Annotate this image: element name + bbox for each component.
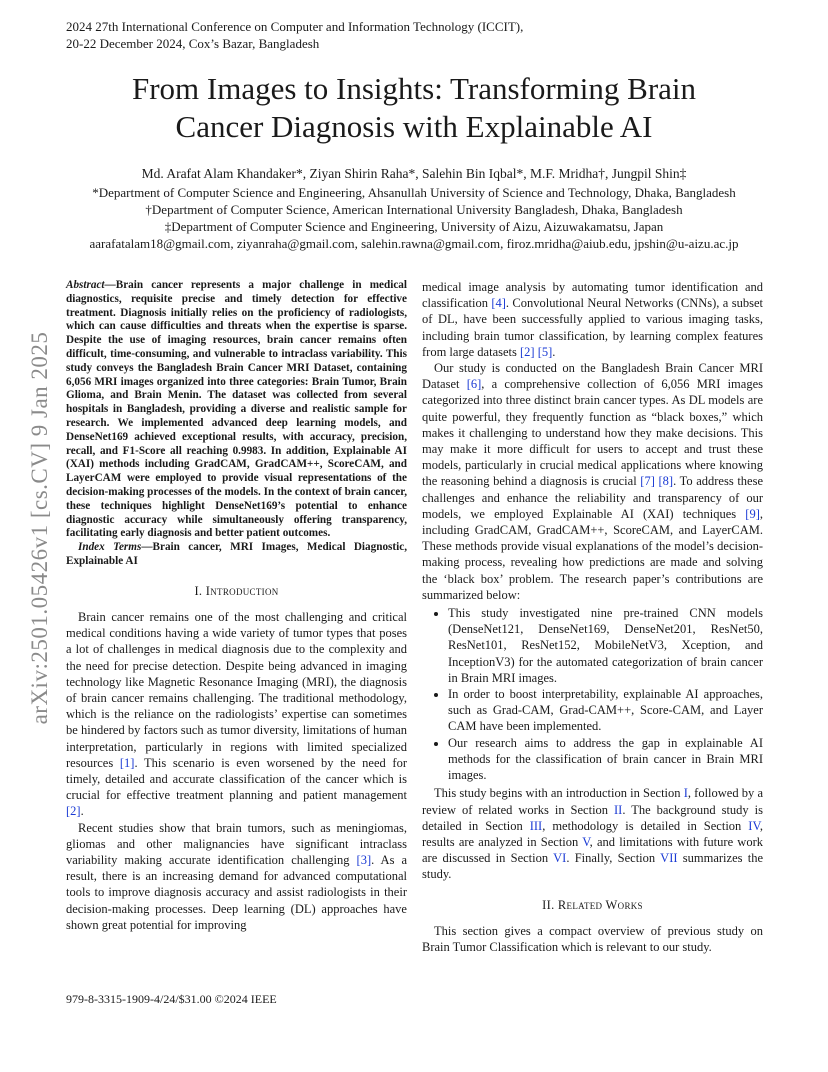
- citation-link[interactable]: [1]: [119, 755, 135, 770]
- affiliation-3: ‡Department of Computer Science and Engineering, University of Aizu, Aizuwakamatsu, Japan: [164, 219, 664, 234]
- section-number: I.: [194, 583, 206, 598]
- section-link[interactable]: VII: [660, 851, 678, 866]
- abstract-text: —Brain cancer represents a major challenge in medical diagnostics, requisite precise and timely detection for effective treatment. Diagnosis initially relies on the proficiency of radiologists, which can cause difficulties and threats when the expertise is sparse. Despite the use of imaging resources, brain cancer remains often difficult, time-consuming, and vulnerable to intraclass variability. This study conveys the Bangladesh Brain Cancer MRI Dataset, containing 6,056 MRI images organized into three categories: Brain Tumor, Brain Glioma, and Brain Menin. The dataset was collected from several hospitals in Bangladesh, providing a diverse and realistic sample for research. We implemented advanced deep learning models, and DenseNet169 achieved exceptional results, with accuracy, precision, recall, and F1-Score all reaching 0.9983. In addition, Explainable AI (XAI) methods including GradCAM, GradCAM++, ScoreCAM, and LayerCAM were employed to provide visual representations of the decision-making processes of the models. In the context of brain cancer, these techniques highlight DenseNet169’s potential to enhance diagnostic accuracy while simultaneously offering transparency, facilitating early diagnosis and better patient outcomes.: [66, 279, 407, 540]
- text-run: . Convolutional Neural Networks (CNNs), a subset of DL, have been successfully applied to various imaging tasks, including brain tumor classification, by learning complex features from large datasets: [422, 296, 763, 359]
- text-run: This study begins with an introduction in Section: [434, 786, 684, 801]
- paper-title: [40, 70, 788, 146]
- section-link[interactable]: I: [683, 786, 688, 801]
- author-block: [20, 165, 808, 252]
- text-run: , including GradCAM, GradCAM++, ScoreCAM, and LayerCAM. These methods provide visual explanations of the model’s decision-making process, revealing how predictions are made and solving the ‘black box’ problem. The research paper’s contributions are summarized below:: [422, 506, 763, 602]
- section-number: II.: [542, 897, 558, 912]
- citation-link[interactable]: [4]: [491, 296, 506, 311]
- intro-paragraph-3: [422, 360, 763, 603]
- citation-link[interactable]: [5]: [537, 344, 553, 359]
- abstract: [66, 279, 407, 541]
- citation-link[interactable]: [7]: [640, 474, 655, 489]
- text-run: Brain cancer remains one of the most challenging and critical medical conditions having a wide variety of tumor types that poses a lot of challenges in medical diagnosis due to the complexity and the need for precise detection. Despite being advanced in imaging technology like Magnetic Resonance Imaging (MRI), the diagnosis of brain cancer remains challenging. The traditional methodology, which is the reliance on the radiologists’ expertise can sometimes be hindered by factors such as tumor diversity, limitations of human interpretation, particularly in regions with limited specialized resources: [66, 609, 407, 770]
- text-run: Our study is conducted on the Bangladesh Brain Cancer MRI Dataset: [422, 361, 763, 392]
- text-run: , and limitations with future work are discussed in Section: [422, 834, 763, 866]
- text-run: . As a result, there is an increasing demand for advanced computational tools to improve diagnosis accuracy and assist radiologists in their decision-making processes. Deep learning (DL) approaches have shown great potential for improving: [66, 852, 408, 932]
- list-item: • This study investigated nine pre-trained CNN models (DenseNet121, DenseNet169, DenseNet201, ResNet50, ResNet101, ResNet152, MobileNetV3, Xception, and InceptionV3) for the automated categorization of brain cancer in Brain MRI images.: [448, 605, 763, 686]
- citation-link[interactable]: [2]: [520, 344, 535, 359]
- text-run: , followed by a review of related works in Section: [422, 786, 763, 817]
- section-link[interactable]: VI: [553, 851, 567, 866]
- citation-link[interactable]: [8]: [658, 474, 674, 489]
- text-run: .: [80, 804, 84, 819]
- text-run: .: [552, 344, 556, 359]
- index-terms-text: —Brain cancer, MRI Images, Medical Diagnostic, Explainable AI: [66, 541, 407, 567]
- citation-link[interactable]: [2]: [66, 804, 81, 819]
- affiliation-2: †Department of Computer Science, American International University Bangladesh, Dhaka, Bangladesh: [145, 202, 683, 217]
- citation-link[interactable]: [6]: [466, 377, 482, 392]
- section-link[interactable]: IV: [748, 818, 760, 833]
- list-item: • Our research aims to address the gap in explainable AI methods for the classification of brain cancer in Brain MRI images.: [448, 735, 763, 784]
- conference-line-1: 2024 27th International Conference on Computer and Information Technology (ICCIT),: [66, 19, 524, 34]
- index-terms-label: Index Terms: [78, 541, 142, 554]
- index-terms: [66, 541, 407, 569]
- citation-link[interactable]: [3]: [356, 852, 372, 867]
- author-emails: aarafatalam18@gmail.com, ziyanraha@gmail.com, salehin.rawna@gmail.com, firoz.mridha@aiub.edu, jpshin@u-aizu.ac.jp: [89, 236, 739, 251]
- intro-paragraph-1: [66, 609, 407, 820]
- conference-line-2: 20-22 December 2024, Cox’s Bazar, Bangladesh: [66, 36, 320, 51]
- text-run: medical image analysis by automating tumor identification and classification: [422, 280, 763, 311]
- section-link[interactable]: III: [529, 818, 543, 833]
- copyright-footer: 979-8-3315-1909-4/24/$31.00 ©2024 IEEE: [66, 992, 277, 1006]
- text-run: , methodology is detailed in Section: [542, 818, 749, 833]
- list-item: • In order to boost interpretability, explainable AI approaches, such as Grad-CAM, Grad-CAM++, Score-CAM, and Layer CAM have been implemented.: [448, 686, 763, 735]
- affiliation-1: *Department of Computer Science and Engineering, Ahsanullah University of Science and Technology, Dhaka, Bangladesh: [92, 185, 736, 200]
- intro-paragraph-2: [66, 820, 407, 933]
- text-run: . Finally, Section: [566, 851, 661, 866]
- text-run: Recent studies show that brain tumors, such as meningiomas, gliomas and other malignancies have significant intraclass variability making accurate identification challenging: [66, 820, 407, 867]
- section-title: Related Works: [557, 897, 643, 912]
- left-column: [66, 279, 407, 933]
- section-link[interactable]: II: [614, 802, 623, 817]
- citation-link[interactable]: [9]: [745, 506, 760, 521]
- text-run: , a comprehensive collection of 6,056 MRI images categorized into three distinct brain cancer types. As DL models are quite powerful, they frequently function as “black boxes,” which makes it challenging to understand how they make decisions. This may make it more difficult for users to accept and trust these models, particularly in crucial medical applications where knowing the reasoning behind a diagnosis is crucial: [422, 377, 763, 489]
- text-run: . This scenario is even worsened by the need for timely, detailed and accurate classification of the cancer which is crucial for effective treatment planning and patient management: [66, 755, 408, 803]
- author-names: Md. Arafat Alam Khandaker*, Ziyan Shirin Raha*, Salehin Bin Iqbal*, M.F. Mridha†, Jungpil Shin‡: [141, 166, 687, 181]
- text-run: , results are analyzed in Section: [422, 818, 764, 849]
- arxiv-stamp: arXiv:2501.05426v1 [cs.CV] 9 Jan 2025: [27, 331, 52, 725]
- text-run: . The background study is detailed in Section: [422, 802, 763, 833]
- section-heading-introduction: [66, 583, 407, 599]
- title-line-2: Cancer Diagnosis with Explainable AI: [175, 109, 653, 144]
- intro-paragraph-4: [422, 785, 763, 882]
- abstract-label: Abstract: [66, 279, 105, 291]
- section-heading-related-works: [422, 897, 763, 913]
- text-run: summarizes the study.: [422, 851, 763, 882]
- title-line-1: From Images to Insights: Transforming Brain: [131, 71, 697, 106]
- section-title: Introduction: [205, 583, 279, 598]
- conference-header: [66, 18, 523, 52]
- intro-paragraph-continued: [422, 279, 763, 360]
- related-works-paragraph: This section gives a compact overview of previous study on Brain Tumor Classification which is relevant to our study.: [422, 923, 763, 954]
- section-link[interactable]: V: [582, 834, 590, 849]
- contribution-list: [422, 605, 763, 783]
- right-column: [422, 279, 763, 955]
- text-run: . To address these challenges and enhance the reliability and transparency of our models, we employed Explainable AI (XAI) techniques: [422, 474, 764, 521]
